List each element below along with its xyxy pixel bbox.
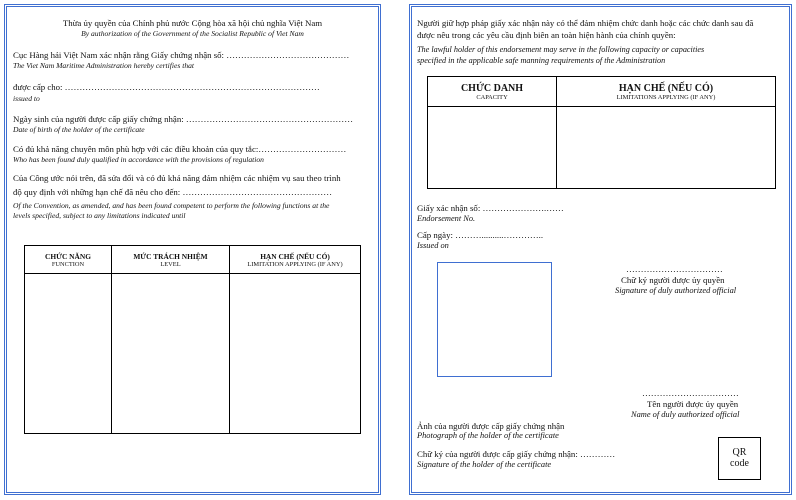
header-limitation: HẠN CHẾ (NẾU CÓ) LIMITATION APPLYING (IF ANY)	[230, 246, 361, 274]
cert-number-en: The Viet Nam Maritime Administration hereby certifies that	[13, 61, 195, 70]
issued-to-en: issued to	[13, 94, 40, 103]
right-page	[409, 4, 792, 495]
dob-en: Date of birth of the holder of the certificate	[13, 125, 145, 134]
photo-label-en: Photograph of the holder of the certificate	[417, 431, 559, 440]
convention-en-1: Of the Convention, as amended, and has been found competent to perform the following functions at the	[13, 201, 330, 210]
holder-signature-en: Signature of the holder of the certificate	[417, 460, 552, 469]
qualified-en: Who has been found duly qualified in accordance with the provisions of regulation	[13, 155, 264, 164]
name-dots: ……………………………	[642, 388, 739, 398]
lawful-vn-2: được nêu trong các yêu cầu định biên an toàn hiện hành của chính quyền:	[417, 30, 676, 40]
limitation-cell	[230, 274, 361, 434]
endorsement-no-vn: Giấy xác nhận số: ………………….……	[417, 203, 564, 213]
name-official-vn: Tên người được ủy quyền	[647, 399, 739, 409]
holder-signature-vn: Chữ ký của người được cấp giấy chứng nhận: …………	[417, 449, 616, 459]
qr-code-box: QR code	[718, 437, 761, 480]
photo-placeholder	[437, 262, 552, 377]
convention-en-2: levels specified, subject to any limitations indicated until	[13, 211, 186, 220]
header-capacity: CHỨC DANH CAPACITY	[428, 77, 557, 107]
limitations-cell	[557, 107, 776, 189]
convention-vn-2: độ quy định với những hạn chế đã nêu cho đến: ……………………………………………	[13, 187, 332, 197]
level-cell	[112, 274, 230, 434]
name-official-en: Name of duly authorized official	[631, 410, 740, 419]
signature-official-vn: Chữ ký người được ủy quyền	[621, 275, 725, 285]
functions-table	[24, 245, 361, 434]
header-level: MỨC TRÁCH NHIỆM LEVEL	[112, 246, 230, 274]
header-limitations: HẠN CHẾ (NẾU CÓ) LIMITATIONS APPLYING (IF ANY)	[557, 77, 776, 107]
qualified-vn: Có đủ khả năng chuyên môn phù hợp với các điều khoản của quy tắc:…………………………	[13, 144, 347, 154]
issued-to-vn: được cấp cho: ……………………………………………………………………………	[13, 82, 320, 92]
lawful-vn-1: Người giữ hợp pháp giấy xác nhận này có thể đảm nhiệm chức danh hoặc các chức danh sau đã	[417, 18, 754, 28]
issued-on-vn: Cấp ngày: ………..........…………..	[417, 230, 544, 240]
lawful-en-1: The lawful holder of this endorsement may serve in the following capacity or capacities	[417, 45, 705, 54]
header-function: CHỨC NĂNG FUNCTION	[25, 246, 112, 274]
header-en: By authorization of the Government of the Socialist Republic of Viet Nam	[81, 29, 304, 38]
lawful-en-2: specified in the applicable safe manning requirements of the Administration	[417, 56, 666, 65]
endorsement-no-en: Endorsement No.	[417, 214, 476, 223]
dob-vn: Ngày sinh của người được cấp giấy chứng nhận: …………………………………………………	[13, 114, 354, 124]
signature-dots: ……………………………	[626, 264, 723, 274]
capacity-cell	[428, 107, 557, 189]
capacity-table	[427, 76, 776, 189]
signature-official-en: Signature of duly authorized official	[615, 286, 737, 295]
left-page	[4, 4, 381, 495]
header-vn: Thừa ủy quyền của Chính phủ nước Cộng hòa xã hội chủ nghĩa Việt Nam	[62, 18, 323, 28]
cert-number-vn: Cục Hàng hải Việt Nam xác nhận rằng Giấy chứng nhận số: ……………………………………	[13, 50, 350, 60]
photo-label-vn: Ảnh của người được cấp giấy chứng nhận	[417, 421, 565, 431]
convention-vn-1: Của Công ước nói trên, đã sửa đổi và có đủ khả năng đảm nhiệm các nhiệm vụ sau theo trình	[13, 173, 341, 183]
issued-on-en: Issued on	[417, 241, 449, 250]
function-cell	[25, 274, 112, 434]
